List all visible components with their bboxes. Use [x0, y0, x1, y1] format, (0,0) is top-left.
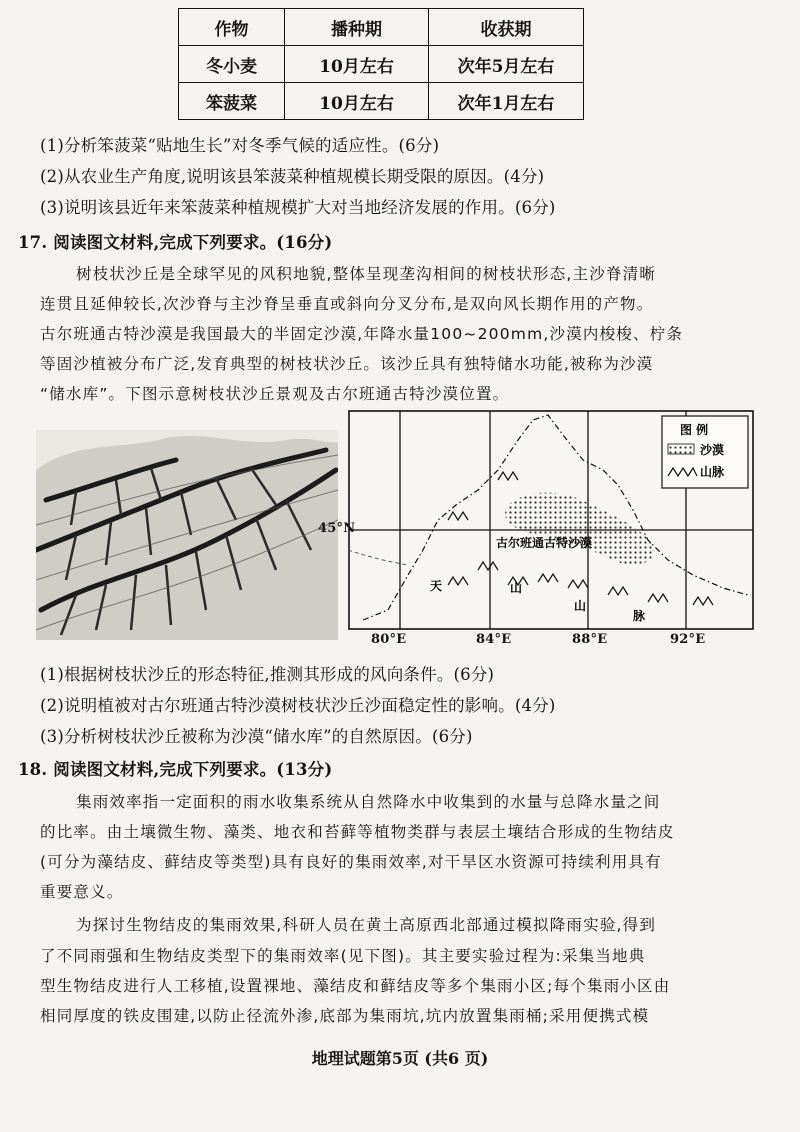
q17-para-line: 连贯且延伸较长,次沙脊与主沙脊呈垂直或斜向分叉分布,是双向风长期作用的产物。 [40, 295, 654, 313]
q18-title: 18. 阅读图文材料,完成下列要求。(13分) [18, 760, 333, 779]
desert-location-map [348, 410, 754, 630]
latitude-label: 45°N [318, 521, 356, 536]
longitude-label: 84°E [476, 632, 512, 647]
q17-para-line: 树枝状沙丘是全球罕见的风积地貌,整体呈现垄沟相间的树枝状形态,主沙脊清晰 [76, 265, 657, 283]
table-cell: 冬小麦 [179, 46, 285, 83]
legend-mountain-label: 山脉 [700, 465, 725, 479]
q18-para-line: 相同厚度的铁皮围建,以防止径流外渗,底部为集雨坑,坑内放置集雨桶;采用便携式模 [40, 1007, 650, 1025]
q17-sub1: (1)根据树枝状沙丘的形态特征,推测其形成的风向条件。(6分) [40, 665, 495, 684]
table-cell: 次年1月左右 [429, 83, 584, 120]
q17-para-line: 古尔班通古特沙漠是我国最大的半固定沙漠,年降水量100~200mm,沙漠内梭梭、柠条 [40, 325, 684, 343]
legend-title: 图 例 [680, 423, 709, 437]
table-row [179, 46, 584, 83]
table-header-row [179, 9, 584, 46]
table-cell: 10月左右 [285, 46, 429, 83]
page-footer: 地理试题第5页 (共6 页) [311, 1049, 489, 1068]
q17-para-line: “储水库”。下图示意树枝状沙丘景观及古尔班通古特沙漠位置。 [40, 385, 510, 403]
q16-sub3: (3)说明该县近年来笨菠菜种植规模扩大对当地经济发展的作用。(6分) [40, 198, 556, 217]
table-row [179, 83, 584, 120]
table-cell: 笨菠菜 [179, 83, 285, 120]
q17-para-line: 等固沙植被分布广泛,发育典型的树枝状沙丘。该沙丘具有独特储水功能,被称为沙漠 [40, 355, 654, 373]
mountain-char-label: 天 [430, 579, 443, 593]
table-header-cell: 播种期 [285, 9, 429, 46]
q18-para-line: 的比率。由土壤微生物、藻类、地衣和苔藓等植物类群与表层土壤结合形成的生物结皮 [40, 823, 675, 841]
longitude-label: 88°E [572, 632, 608, 647]
table-cell: 10月左右 [285, 83, 429, 120]
table-header-cell: 作物 [179, 9, 285, 46]
q18-para-line: 集雨效率指一定面积的雨水收集系统从自然降水中收集到的水量与总降水量之间 [76, 793, 661, 811]
desert-name-label: 古尔班通古特沙漠 [496, 536, 593, 550]
longitude-label: 92°E [670, 632, 706, 647]
q18-para-line: (可分为藻结皮、藓结皮等类型)具有良好的集雨效率,对干旱区水资源可持续利用具有 [40, 853, 662, 871]
q18-para-line: 型生物结皮进行人工移植,设置裸地、藻结皮和藓结皮等多个集雨小区;每个集雨小区由 [40, 977, 671, 995]
table-header-cell: 收获期 [429, 9, 584, 46]
longitude-label: 80°E [371, 632, 407, 647]
q17-title: 17. 阅读图文材料,完成下列要求。(16分) [18, 233, 333, 252]
dune-landscape-photo [36, 430, 338, 640]
crop-calendar-table [178, 8, 584, 120]
mountain-char-label: 山 [574, 599, 587, 613]
q18-para-line: 重要意义。 [40, 883, 124, 901]
mountain-char-label: 山 [510, 581, 523, 595]
q18-para-line: 了不同雨强和生物结皮类型下的集雨效率(见下图)。其主要实验过程为:采集当地典 [40, 947, 646, 965]
legend-desert-label: 沙漠 [700, 443, 725, 457]
q16-sub1: (1)分析笨菠菜“贴地生长”对冬季气候的适应性。(6分) [40, 136, 440, 155]
desert-legend-icon [668, 444, 694, 454]
table-cell: 次年5月左右 [429, 46, 584, 83]
q17-sub2: (2)说明植被对古尔班通古特沙漠树枝状沙丘沙面稳定性的影响。(4分) [40, 696, 556, 715]
q18-para-line: 为探讨生物结皮的集雨效果,科研人员在黄土高原西北部通过模拟降雨实验,得到 [76, 916, 657, 934]
map-legend [662, 416, 748, 488]
mountain-char-label: 脉 [633, 609, 646, 623]
q16-sub2: (2)从农业生产角度,说明该县笨菠菜种植规模长期受限的原因。(4分) [40, 167, 545, 186]
q17-sub3: (3)分析树枝状沙丘被称为沙漠“储水库”的自然原因。(6分) [40, 727, 473, 746]
